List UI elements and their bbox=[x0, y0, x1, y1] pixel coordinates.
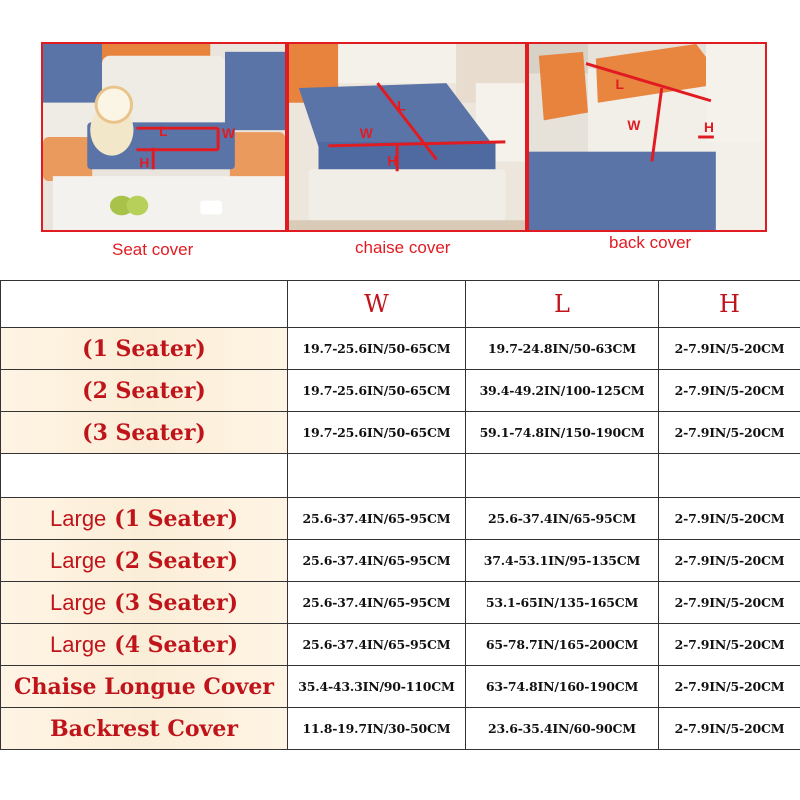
row-label: Large (4 Seater) bbox=[1, 624, 288, 666]
table-spacer-row bbox=[1, 454, 800, 498]
height-value: 2-7.9IN/5-20CM bbox=[659, 666, 800, 708]
length-value: 39.4-49.2IN/100-125CM bbox=[466, 370, 659, 412]
size-chart-table bbox=[0, 280, 800, 750]
height-value: 2-7.9IN/5-20CM bbox=[659, 624, 800, 666]
width-value: 19.7-25.6IN/50-65CM bbox=[288, 412, 466, 454]
table-row bbox=[1, 582, 800, 624]
width-value: 25.6-37.4IN/65-95CM bbox=[288, 540, 466, 582]
width-value: 25.6-37.4IN/65-95CM bbox=[288, 498, 466, 540]
width-value: 25.6-37.4IN/65-95CM bbox=[288, 582, 466, 624]
height-value: 2-7.9IN/5-20CM bbox=[659, 328, 800, 370]
length-value: 19.7-24.8IN/50-63CM bbox=[466, 328, 659, 370]
table-row bbox=[1, 328, 800, 370]
width-label: W bbox=[627, 118, 641, 134]
width-value: 25.6-37.4IN/65-95CM bbox=[288, 624, 466, 666]
back-cover-photo bbox=[527, 42, 767, 232]
height-value: 2-7.9IN/5-20CM bbox=[659, 540, 800, 582]
header-width: W bbox=[288, 281, 466, 328]
width-label: W bbox=[359, 126, 373, 141]
row-label: Large (1 Seater) bbox=[1, 498, 288, 540]
seat-cover-photo bbox=[41, 42, 287, 232]
back-cover-caption: back cover bbox=[609, 233, 692, 252]
width-value: 11.8-19.7IN/30-50CM bbox=[288, 708, 466, 750]
length-label: L bbox=[615, 77, 624, 93]
length-label: L bbox=[397, 98, 406, 114]
table-row bbox=[1, 624, 800, 666]
table-row bbox=[1, 498, 800, 540]
row-label: Backrest Cover bbox=[1, 708, 288, 750]
length-value: 59.1-74.8IN/150-190CM bbox=[466, 412, 659, 454]
header-length: L bbox=[466, 281, 659, 328]
height-value: 2-7.9IN/5-20CM bbox=[659, 412, 800, 454]
table-row bbox=[1, 666, 800, 708]
row-label: Large (2 Seater) bbox=[1, 540, 288, 582]
large-prefix: Large bbox=[50, 589, 107, 615]
header-height: H bbox=[659, 281, 800, 328]
header-blank bbox=[1, 281, 288, 328]
length-value: 63-74.8IN/160-190CM bbox=[466, 666, 659, 708]
row-label: (2 Seater) bbox=[1, 370, 288, 412]
row-label: Large (3 Seater) bbox=[1, 582, 288, 624]
large-prefix: Large bbox=[50, 547, 107, 573]
large-prefix: Large bbox=[50, 505, 107, 531]
table-row bbox=[1, 370, 800, 412]
length-value: 53.1-65IN/135-165CM bbox=[466, 582, 659, 624]
length-label: L bbox=[159, 124, 168, 140]
height-label: H bbox=[139, 155, 150, 171]
height-value: 2-7.9IN/5-20CM bbox=[659, 370, 800, 412]
height-value: 2-7.9IN/5-20CM bbox=[659, 582, 800, 624]
width-label: W bbox=[222, 126, 236, 141]
width-value: 35.4-43.3IN/90-110CM bbox=[288, 666, 466, 708]
height-label: H bbox=[387, 153, 398, 169]
height-label: H bbox=[704, 120, 714, 136]
width-value: 19.7-25.6IN/50-65CM bbox=[288, 370, 466, 412]
large-prefix: Large bbox=[50, 631, 107, 657]
length-value: 23.6-35.4IN/60-90CM bbox=[466, 708, 659, 750]
row-label: (3 Seater) bbox=[1, 412, 288, 454]
height-value: 2-7.9IN/5-20CM bbox=[659, 708, 800, 750]
table-header-row bbox=[1, 281, 800, 328]
length-value: 37.4-53.1IN/95-135CM bbox=[466, 540, 659, 582]
height-value: 2-7.9IN/5-20CM bbox=[659, 498, 800, 540]
table-row bbox=[1, 540, 800, 582]
chaise-cover-caption: chaise cover bbox=[355, 238, 451, 257]
chaise-cover-photo bbox=[287, 42, 527, 232]
length-value: 65-78.7IN/165-200CM bbox=[466, 624, 659, 666]
row-label: (1 Seater) bbox=[1, 328, 288, 370]
table-row bbox=[1, 412, 800, 454]
length-value: 25.6-37.4IN/65-95CM bbox=[466, 498, 659, 540]
row-label: Chaise Longue Cover bbox=[1, 666, 288, 708]
width-value: 19.7-25.6IN/50-65CM bbox=[288, 328, 466, 370]
table-row bbox=[1, 708, 800, 750]
seat-cover-caption: Seat cover bbox=[112, 240, 194, 259]
